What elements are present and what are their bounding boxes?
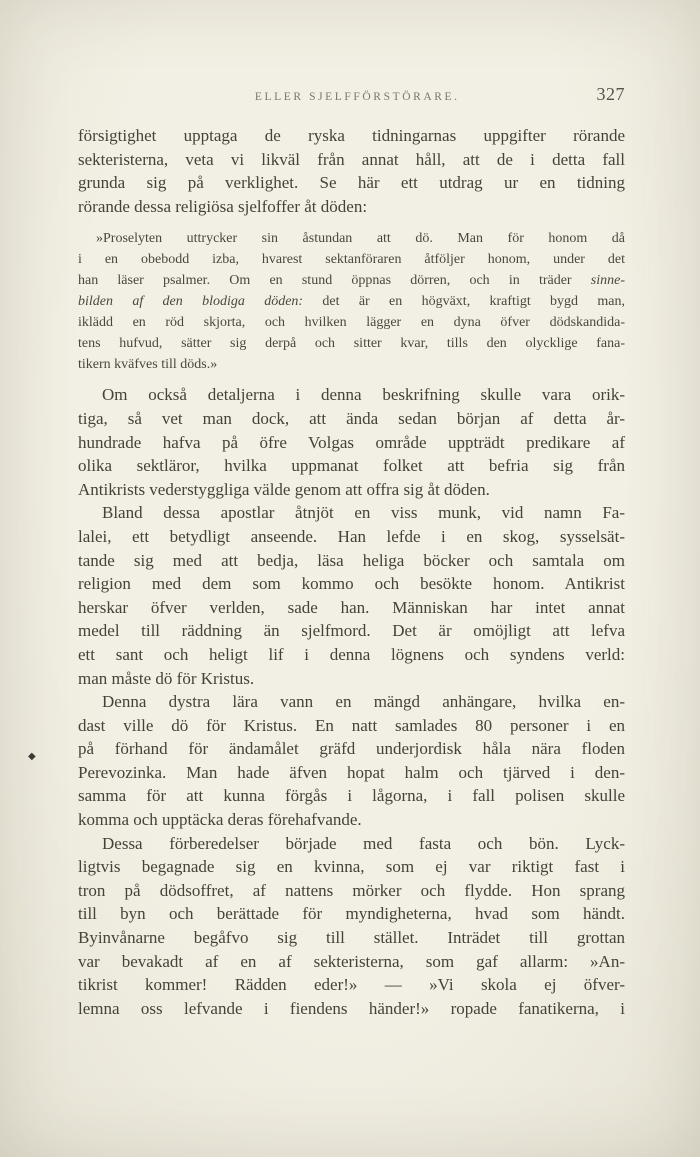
text-line: han läser psalmer. Om en stund öppnas dörren, och in träder sinne- xyxy=(78,273,625,289)
text-line: man måste dö för Kristus. xyxy=(78,668,255,688)
text-line: Byinvånarne begåfvo sig till stället. Inträdet till grottan xyxy=(78,928,625,948)
text-line: herskar öfver verlden, sade han. Människan har intet annat xyxy=(78,597,625,617)
margin-mark-icon: ◆ xyxy=(28,751,36,762)
text-line: medel till räddning än sjelfmord. Det är omöjligt att lefva xyxy=(78,621,625,641)
text-line: religion med dem som kommo och besökte honom. Antikrist xyxy=(78,574,625,594)
text-line: hundrade hafva på öfre Volgas område uppträdt predikare af xyxy=(78,432,625,452)
text-line: sekteristerna, veta vi likväl från annat håll, att de i detta fall xyxy=(78,149,625,169)
text-line: tens hufvud, sätter sig derpå och sitter kvar, tills den olycklige fana- xyxy=(78,336,625,352)
text-line: Denna dystra lära vann en mängd anhängare, hvilka en- xyxy=(102,692,625,712)
page-number: 327 xyxy=(596,84,625,104)
page-header xyxy=(78,84,625,105)
paragraph xyxy=(78,690,625,832)
text-line: Perevozinka. Man hade äfven hopat halm och tjärved i den- xyxy=(78,762,625,782)
block-quote xyxy=(78,228,625,375)
text-line: tron på dödsoffret, af nattens mörker och flydde. Hon sprang xyxy=(78,880,625,900)
text-line: tikrist kommer! Rädden eder!» — »Vi skola ej öfver- xyxy=(78,975,625,995)
text-line: försigtighet upptaga de ryska tidningarnas uppgifter rörande xyxy=(78,126,625,145)
text-line: i en obebodd izba, hvarest sektanföraren åtföljer honom, under det xyxy=(78,252,625,268)
text-line: iklädd en röd skjorta, och hvilken lägger en dyna öfver dödskandida- xyxy=(78,315,625,331)
paragraph xyxy=(78,124,625,218)
text-line: till byn och berättade för myndigheterna, hvad som händt. xyxy=(78,904,625,924)
text-line: tande sig med att bedja, läsa heliga böcker och samtala om xyxy=(78,550,625,570)
italic-text: bilden af den blodiga döden: xyxy=(78,294,304,310)
text-line: var bevakadt af en af sekteristerna, som gaf allarm: »An- xyxy=(78,951,625,971)
text-line: Om också detaljerna i denna beskrifning skulle vara orik- xyxy=(102,385,625,405)
text-line: tikern kväfves till döds.» xyxy=(78,357,218,373)
paragraph xyxy=(78,832,625,1021)
text-line: på förhand för ändamålet gräfd underjordisk håla nära floden xyxy=(78,739,625,759)
text-line: bilden af den blodiga döden: det är en högväxt, kraftigt bygd man, xyxy=(78,294,625,310)
text-line: komma och upptäcka deras förehafvande. xyxy=(78,810,362,830)
text-line: »Proselyten uttrycker sin åstundan att dö. Man för honom då xyxy=(96,231,625,247)
text-line: ligtvis begagnade sig en kvinna, som ej var riktigt fast i xyxy=(78,857,625,877)
text-line: ett sant och heligt lif i denna lögnens och syndens verld: xyxy=(78,644,625,664)
italic-text: sinne- xyxy=(590,273,625,289)
text-line: Dessa förberedelser började med fasta och bön. Lyck- xyxy=(102,833,625,853)
text-line: Bland dessa apostlar åtnjöt en viss munk, vid namn Fa- xyxy=(102,503,625,523)
text-line: rörande dessa religiösa sjelfoffer åt döden: xyxy=(78,196,368,216)
paragraph xyxy=(78,501,625,690)
text-line: dast ville dö för Kristus. En natt samlades 80 personer i en xyxy=(78,715,625,735)
text-body xyxy=(78,124,625,1020)
text-line: lemna oss lefvande i fiendens händer!» ropade fanatikerna, i xyxy=(78,998,625,1018)
text-line: tiga, så vet man dock, att ända sedan början af detta år- xyxy=(78,408,625,428)
text-line: grunda sig på verklighet. Se här ett utdrag ur en tidning xyxy=(78,173,625,193)
text-line: samma för att kunna förgås i lågorna, i fall polisen skulle xyxy=(78,786,625,806)
text-line: olika sektläror, hvilka uppmanat folket att befria sig från xyxy=(78,456,625,476)
text-line: Antikrists vederstyggliga välde genom att offra sig åt döden. xyxy=(78,479,490,499)
paragraph xyxy=(78,383,625,501)
text-line: lalei, ett betydligt anseende. Han lefde i en skog, sysselsät- xyxy=(78,526,625,546)
running-title: ELLER SJELFFÖRSTÖRARE. xyxy=(254,91,460,103)
